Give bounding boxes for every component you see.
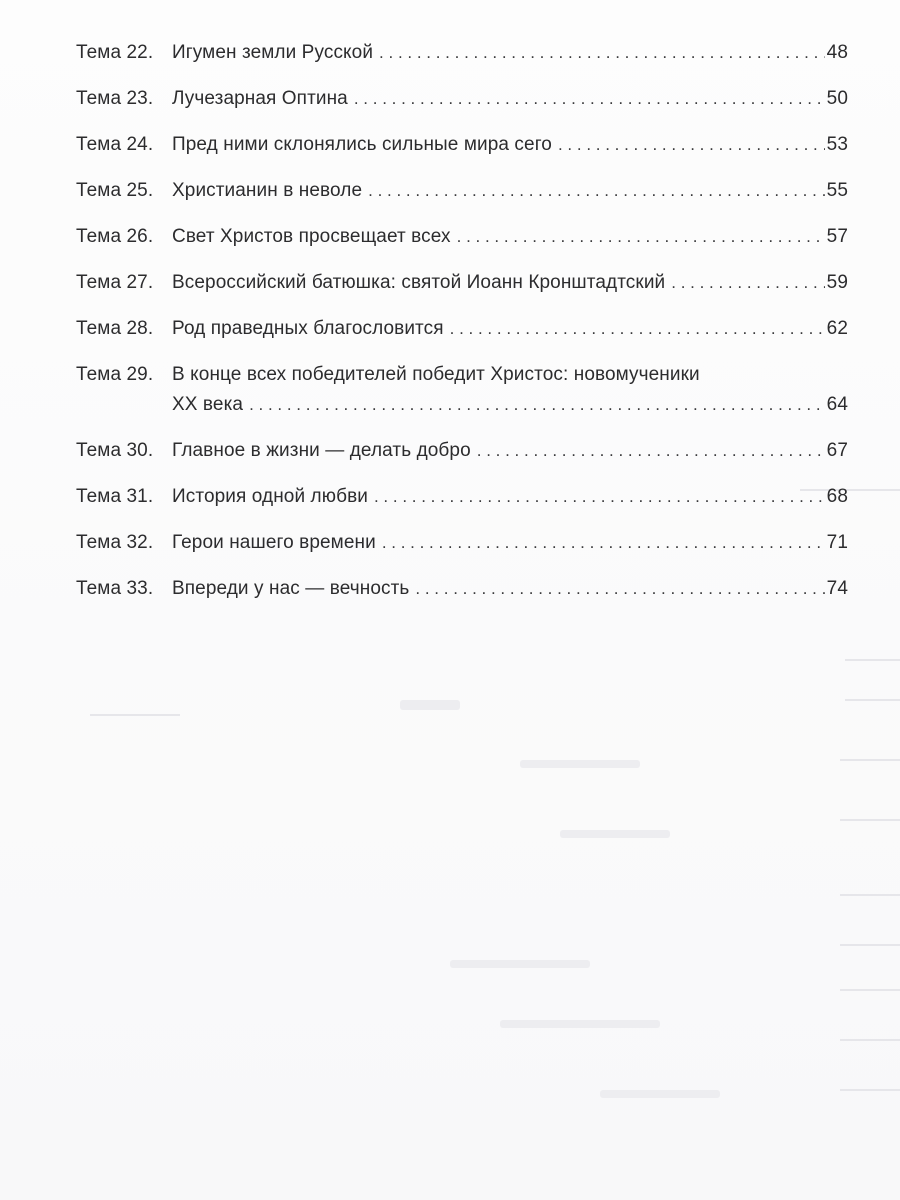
dot-leader xyxy=(374,482,825,512)
topic-title: Свет Христов просвещает всех xyxy=(172,226,451,247)
dot-leader xyxy=(671,268,824,298)
dot-leader xyxy=(477,436,825,466)
page-number: 59 xyxy=(826,272,848,293)
toc-entry xyxy=(76,176,848,206)
toc-entry xyxy=(76,360,848,420)
dot-leader xyxy=(249,390,825,420)
dot-leader xyxy=(558,130,825,160)
topic-title: Герои нашего времени xyxy=(172,532,376,553)
page-number: 64 xyxy=(826,394,848,415)
page-number: 67 xyxy=(826,440,848,461)
topic-title: Христианин в неволе xyxy=(172,180,363,201)
toc-entry xyxy=(76,222,848,252)
topic-title: Впереди у нас — вечность xyxy=(172,578,410,599)
dot-leader xyxy=(415,574,824,604)
toc-entry xyxy=(76,130,848,160)
topic-title: Всероссийский батюшка: святой Иоанн Кронштадтский xyxy=(172,272,666,293)
topic-number: Тема 29. xyxy=(76,364,154,385)
topic-title: Пред ними склонялись сильные мира сего xyxy=(172,134,552,155)
topic-title: Род праведных благословится xyxy=(172,318,444,339)
toc-entry xyxy=(76,436,848,466)
table-of-contents xyxy=(76,38,848,620)
toc-entry xyxy=(76,574,848,604)
toc-entry xyxy=(76,528,848,558)
page-number: 68 xyxy=(826,486,848,507)
dot-leader xyxy=(379,38,825,68)
topic-number: Тема 30. xyxy=(76,440,154,461)
topic-title-line-2: XX века xyxy=(172,394,244,415)
topic-number: Тема 24. xyxy=(76,134,154,155)
topic-number: Тема 32. xyxy=(76,532,154,553)
topic-number: Тема 33. xyxy=(76,578,154,599)
toc-entry xyxy=(76,84,848,114)
topic-title: Главное в жизни — делать добро xyxy=(172,440,471,461)
topic-number: Тема 28. xyxy=(76,318,154,339)
page-number: 48 xyxy=(826,42,848,63)
topic-title: История одной любви xyxy=(172,486,368,507)
page-number: 62 xyxy=(826,318,848,339)
page-number: 55 xyxy=(826,180,848,201)
toc-entry xyxy=(76,38,848,68)
dot-leader xyxy=(450,314,825,344)
topic-number: Тема 26. xyxy=(76,226,154,247)
page-number: 57 xyxy=(826,226,848,247)
dot-leader xyxy=(382,528,825,558)
topic-number: Тема 23. xyxy=(76,88,154,109)
toc-entry xyxy=(76,482,848,512)
toc-entry xyxy=(76,314,848,344)
dot-leader xyxy=(457,222,825,252)
topic-title-line-1: В конце всех победителей победит Христос: новомученики xyxy=(172,364,700,385)
dot-leader xyxy=(368,176,825,206)
toc-entry xyxy=(76,268,848,298)
topic-title: Лучезарная Оптина xyxy=(172,88,348,109)
page-number: 50 xyxy=(826,88,848,109)
topic-number: Тема 25. xyxy=(76,180,154,201)
topic-number: Тема 31. xyxy=(76,486,154,507)
dot-leader xyxy=(354,84,825,114)
topic-number: Тема 27. xyxy=(76,272,154,293)
page-number: 53 xyxy=(826,134,848,155)
topic-number: Тема 22. xyxy=(76,42,154,63)
page-number: 71 xyxy=(826,532,848,553)
page-number: 74 xyxy=(826,578,848,599)
topic-title: Игумен земли Русской xyxy=(172,42,374,63)
